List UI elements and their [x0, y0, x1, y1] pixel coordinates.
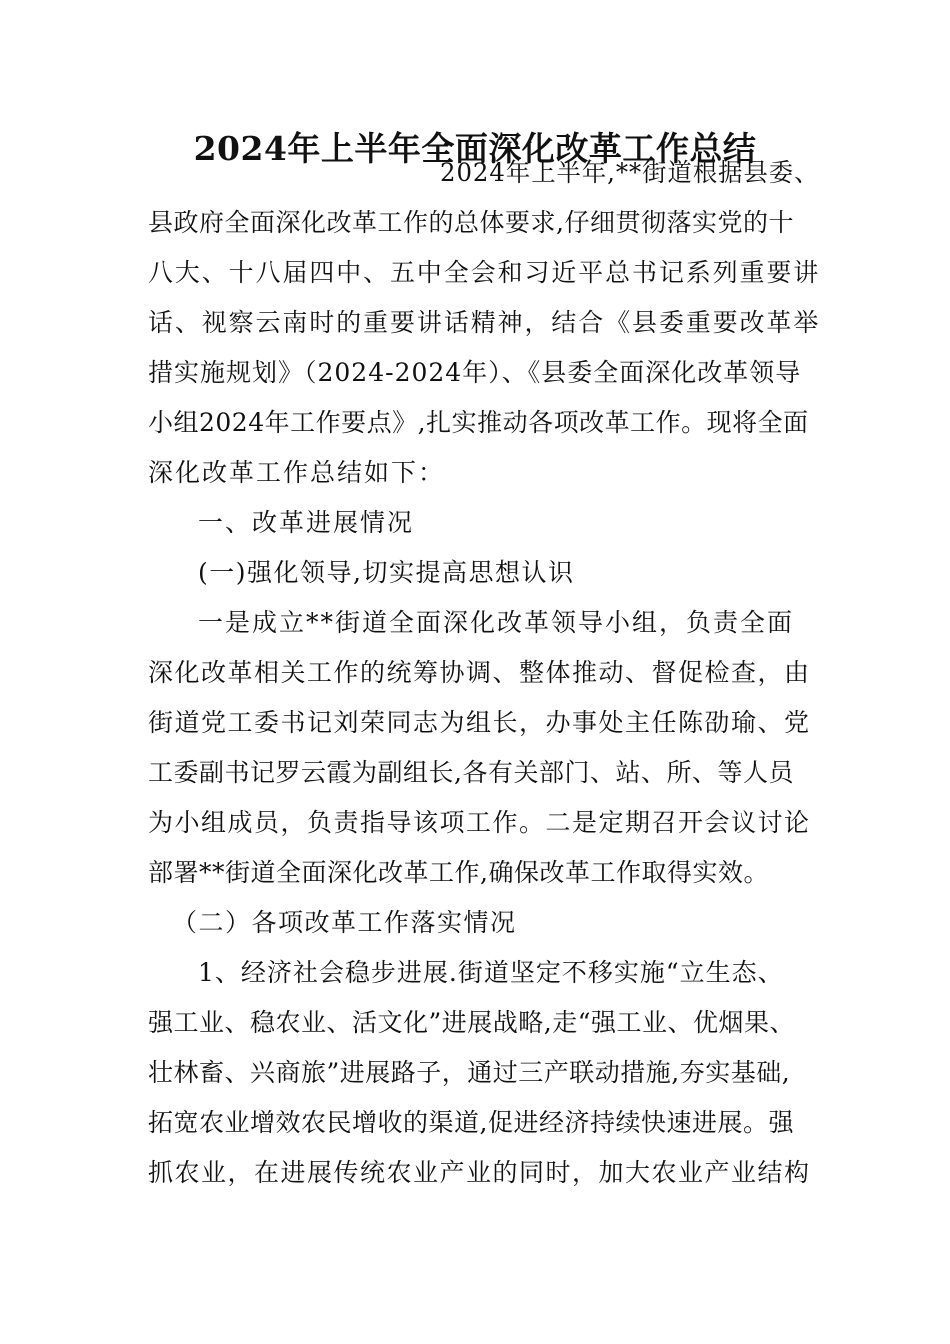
paragraph-line: 壮林畜、兴商旅”进展路子，通过三产联动措施,夯实基础,: [148, 1058, 791, 1087]
paragraph-line: 强工业、稳农业、活文化”进展战略,走“强工业、优烟果、: [148, 1008, 796, 1037]
paragraph-line: 深化改革工作总结如下：: [148, 458, 446, 487]
paragraph-line: 话、视察云南时的重要讲话精神，结合《县委重要改革举: [148, 308, 821, 337]
section-heading: 一、改革进展情况: [198, 508, 415, 537]
subsection-heading: (一)强化领导,切实提高思想认识: [198, 558, 575, 587]
paragraph-line: 县政府全面深化改革工作的总体要求,仔细贯彻落实党的十: [148, 208, 794, 237]
subsection-heading: （二）各项改革工作落实情况: [172, 908, 517, 937]
document-title: 2024年上半年全面深化改革工作总结: [193, 129, 757, 168]
paragraph-line: 为小组成员，负责指导该项工作。二是定期召开会议讨论: [148, 808, 811, 837]
paragraph-line: 深化改革相关工作的统筹协调、整体推动、督促检查，由: [148, 658, 811, 687]
paragraph-line: 八大、十八届四中、五中全会和习近平总书记系列重要讲: [148, 258, 821, 287]
paragraph-line: 1、经济社会稳步进展.街道坚定不移实施“立生态、: [198, 958, 784, 987]
paragraph-line: 抓农业，在进展传统农业产业的同时，加大农业产业结构: [148, 1158, 811, 1187]
paragraph-line: 部署**街道全面深化改革工作,确保改革工作取得实效。: [148, 858, 769, 887]
paragraph-line: 措实施规划》（2024-2024年）、《县委全面深化改革领导: [148, 358, 802, 387]
paragraph-line: 小组2024年工作要点》,扎实推动各项改革工作。现将全面: [148, 408, 809, 437]
paragraph-line: 街道党工委书记刘荣同志为组长，办事处主任陈劭瑜、党: [148, 708, 811, 737]
paragraph-line: 2024年上半年,**街道根据县委、: [440, 158, 820, 187]
paragraph-line: 拓宽农业增效农民增收的渠道,促进经济持续快速进展。强: [148, 1108, 794, 1137]
paragraph-line: 一是成立**街道全面深化改革领导小组，负责全面: [198, 608, 795, 637]
paragraph-line: 工委副书记罗云霞为副组长,各有关部门、站、所、等人员: [148, 758, 794, 787]
